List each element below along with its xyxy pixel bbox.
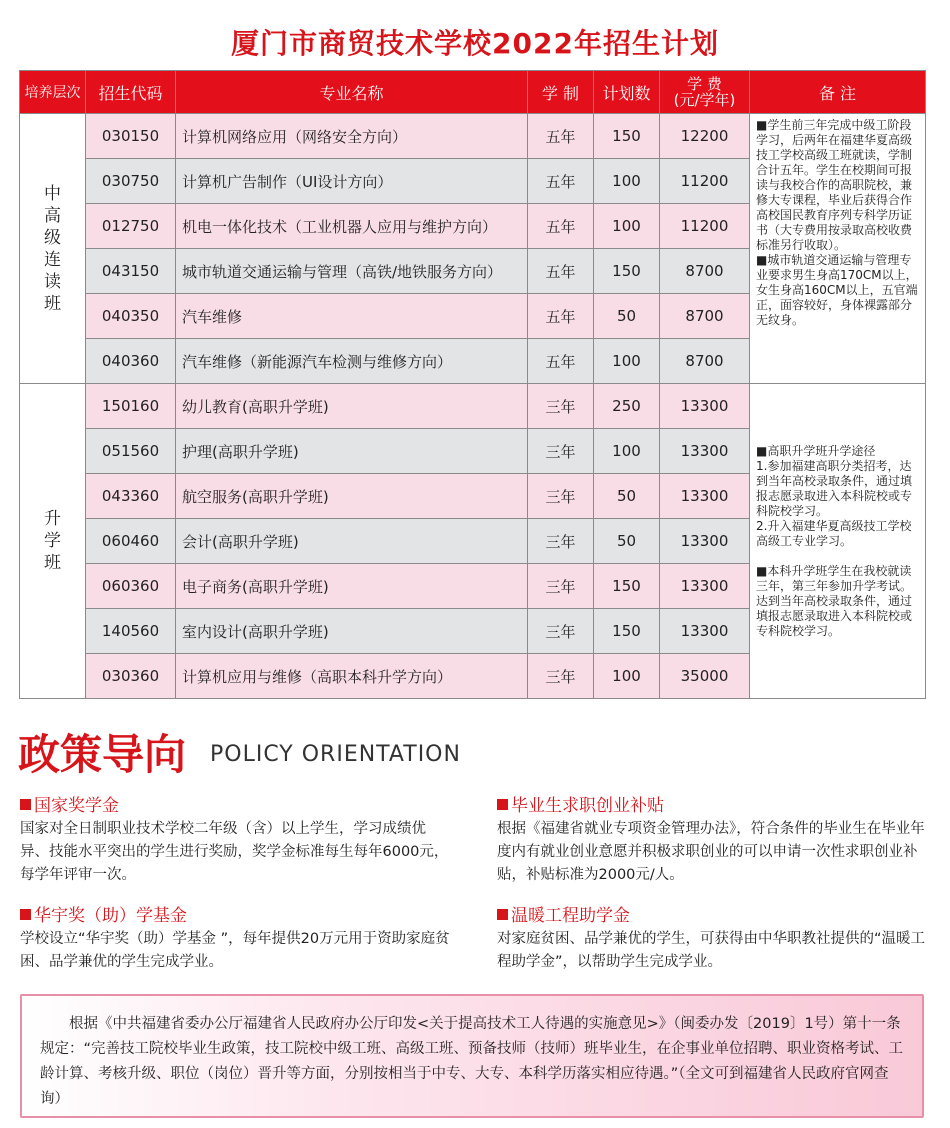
level-cell-joint: 中高级连读班	[20, 114, 86, 384]
years-cell: 三年	[528, 429, 594, 474]
policy-text: 对家庭贫困、品学兼优的学生，可获得由中华职教社提供的“温暖工程助学金”，以帮助学生完成学业。	[497, 931, 926, 970]
major-name-cell: 计算机应用与维修（高职本科升学方向）	[176, 654, 528, 699]
code-cell: 040360	[86, 339, 176, 384]
fee-cell: 13300	[660, 474, 750, 519]
fee-cell: 13300	[660, 609, 750, 654]
policy-note-text: 根据《中共福建省委办公厅福建省人民政府办公厅印发<关于提高技术工人待遇的实施意见>》（闽委办发〔2019〕1号）第十一条规定：“完善技工院校毕业生政策，技工院校中级工班、高级工班、预备技师（技师）班毕业生，在企事业单位招聘、职业资格考试、工龄计算、考核升级、职位（岗位）晋升等方面，分别按相当于中专、大专、本科学历落实相应待遇。”（全文可到福建省人民政府官网查询）	[40, 1016, 904, 1107]
level-cell-progression: 升学班	[20, 384, 86, 699]
plan-cell: 50	[594, 519, 660, 564]
code-cell: 060360	[86, 564, 176, 609]
header-fee-line1: 学 费	[687, 75, 722, 93]
years-cell: 五年	[528, 159, 594, 204]
years-cell: 三年	[528, 654, 594, 699]
plan-cell: 100	[594, 204, 660, 249]
enrollment-table	[19, 70, 926, 699]
years-cell: 五年	[528, 114, 594, 159]
note-cell-progression: ■高职升学班升学途径 1.参加福建高职分类招考，达到当年高校录取条件，通过填报志愿录取进入本科院校或专科院校学习。 2.升入福建华夏高级技工学校高级工专业学习。 ■本科升学班学生在我校就读三年，第三年参加升学考试。达到当年高校录取条件，通过填报志愿录取进入本科院校或专科院校学习。	[750, 384, 926, 699]
years-cell: 三年	[528, 384, 594, 429]
header-notes: 备 注	[750, 71, 926, 114]
policy-heading: 华宇奖（助）学基金	[20, 904, 450, 928]
code-cell: 040350	[86, 294, 176, 339]
major-name-cell: 室内设计(高职升学班)	[176, 609, 528, 654]
plan-cell: 150	[594, 609, 660, 654]
years-cell: 三年	[528, 519, 594, 564]
major-name-cell: 计算机网络应用（网络安全方向）	[176, 114, 528, 159]
policy-text: 根据《福建省就业专项资金管理办法》，符合条件的毕业生在毕业年度内有就业创业意愿并积极求职创业的可以申请一次性求职创业补贴，补贴标准为2000元/人。	[497, 821, 925, 883]
policy-title-en: POLICY ORIENTATION	[210, 742, 461, 767]
major-name-cell: 幼儿教育(高职升学班)	[176, 384, 528, 429]
code-cell: 043360	[86, 474, 176, 519]
fee-cell: 8700	[660, 249, 750, 294]
plan-cell: 150	[594, 249, 660, 294]
years-cell: 三年	[528, 609, 594, 654]
policy-heading: 温暖工程助学金	[497, 904, 927, 928]
policy-text: 国家对全日制职业技术学校二年级（含）以上学生，学习成绩优异、技能水平突出的学生进行奖励，奖学金标准每生每年6000元，每学年评审一次。	[20, 821, 449, 883]
years-cell: 五年	[528, 204, 594, 249]
code-cell: 012750	[86, 204, 176, 249]
header-plan: 计划数	[594, 71, 660, 114]
years-cell: 三年	[528, 564, 594, 609]
fee-cell: 11200	[660, 204, 750, 249]
fee-cell: 13300	[660, 519, 750, 564]
square-bullet-icon	[497, 909, 508, 920]
major-name-cell: 城市轨道交通运输与管理（高铁/地铁服务方向）	[176, 249, 528, 294]
table-row	[20, 114, 926, 159]
policy-block-warm-project	[497, 904, 927, 974]
table-header-row	[20, 71, 926, 114]
header-years: 学 制	[528, 71, 594, 114]
policy-title: 政策导向	[18, 730, 187, 779]
plan-cell: 150	[594, 114, 660, 159]
plan-cell: 100	[594, 159, 660, 204]
major-name-cell: 汽车维修	[176, 294, 528, 339]
major-name-cell: 机电一体化技术（工业机器人应用与维护方向）	[176, 204, 528, 249]
fee-cell: 35000	[660, 654, 750, 699]
years-cell: 三年	[528, 474, 594, 519]
header-fee	[660, 71, 750, 114]
fee-cell: 8700	[660, 294, 750, 339]
policy-block-huayu-fund	[20, 904, 450, 974]
square-bullet-icon	[20, 909, 31, 920]
major-name-cell: 会计(高职升学班)	[176, 519, 528, 564]
header-name: 专业名称	[176, 71, 528, 114]
policy-heading: 毕业生求职创业补贴	[497, 794, 927, 818]
fee-cell: 13300	[660, 384, 750, 429]
plan-cell: 50	[594, 294, 660, 339]
code-cell: 030150	[86, 114, 176, 159]
code-cell: 140560	[86, 609, 176, 654]
policy-block-national-scholarship	[20, 794, 450, 887]
code-cell: 051560	[86, 429, 176, 474]
page-title: 厦门市商贸技术学校2022年招生计划	[231, 27, 719, 60]
header-code: 招生代码	[86, 71, 176, 114]
header-fee-line2: (元/学年)	[673, 91, 736, 109]
major-name-cell: 汽车维修（新能源汽车检测与维修方向）	[176, 339, 528, 384]
code-cell: 043150	[86, 249, 176, 294]
fee-cell: 13300	[660, 564, 750, 609]
square-bullet-icon	[497, 799, 508, 810]
code-cell: 150160	[86, 384, 176, 429]
table-row	[20, 384, 926, 429]
years-cell: 五年	[528, 294, 594, 339]
plan-cell: 250	[594, 384, 660, 429]
major-name-cell: 护理(高职升学班)	[176, 429, 528, 474]
plan-cell: 100	[594, 339, 660, 384]
code-cell: 060460	[86, 519, 176, 564]
years-cell: 五年	[528, 249, 594, 294]
major-name-cell: 航空服务(高职升学班)	[176, 474, 528, 519]
plan-cell: 50	[594, 474, 660, 519]
policy-block-job-subsidy	[497, 794, 927, 887]
policy-text: 学校设立“华宇奖（助）学基金 ”，每年提供20万元用于资助家庭贫困、品学兼优的学生完成学业。	[20, 931, 450, 970]
note-cell-joint: ■学生前三年完成中级工阶段学习，后两年在福建华夏高级技工学校高级工班就读，学制合计五年。学生在校期间可报读与我校合作的高职院校，兼修大专课程，毕业后获得合作高校国民教育序列专科学历证书（大专费用按录取高校收费标准另行收取）。 ■城市轨道交通运输与管理专业要求男生身高170CM以上，女生身高160CM以上，五官端正，面容较好，身体裸露部分无纹身。	[750, 114, 926, 384]
code-cell: 030360	[86, 654, 176, 699]
header-level: 培养层次	[20, 71, 86, 114]
plan-cell: 100	[594, 654, 660, 699]
policy-note-box	[20, 994, 924, 1118]
plan-cell: 100	[594, 429, 660, 474]
major-name-cell: 电子商务(高职升学班)	[176, 564, 528, 609]
square-bullet-icon	[20, 799, 31, 810]
fee-cell: 11200	[660, 159, 750, 204]
fee-cell: 8700	[660, 339, 750, 384]
fee-cell: 13300	[660, 429, 750, 474]
major-name-cell: 计算机广告制作（UI设计方向）	[176, 159, 528, 204]
policy-heading: 国家奖学金	[20, 794, 450, 818]
fee-cell: 12200	[660, 114, 750, 159]
years-cell: 五年	[528, 339, 594, 384]
code-cell: 030750	[86, 159, 176, 204]
plan-cell: 150	[594, 564, 660, 609]
